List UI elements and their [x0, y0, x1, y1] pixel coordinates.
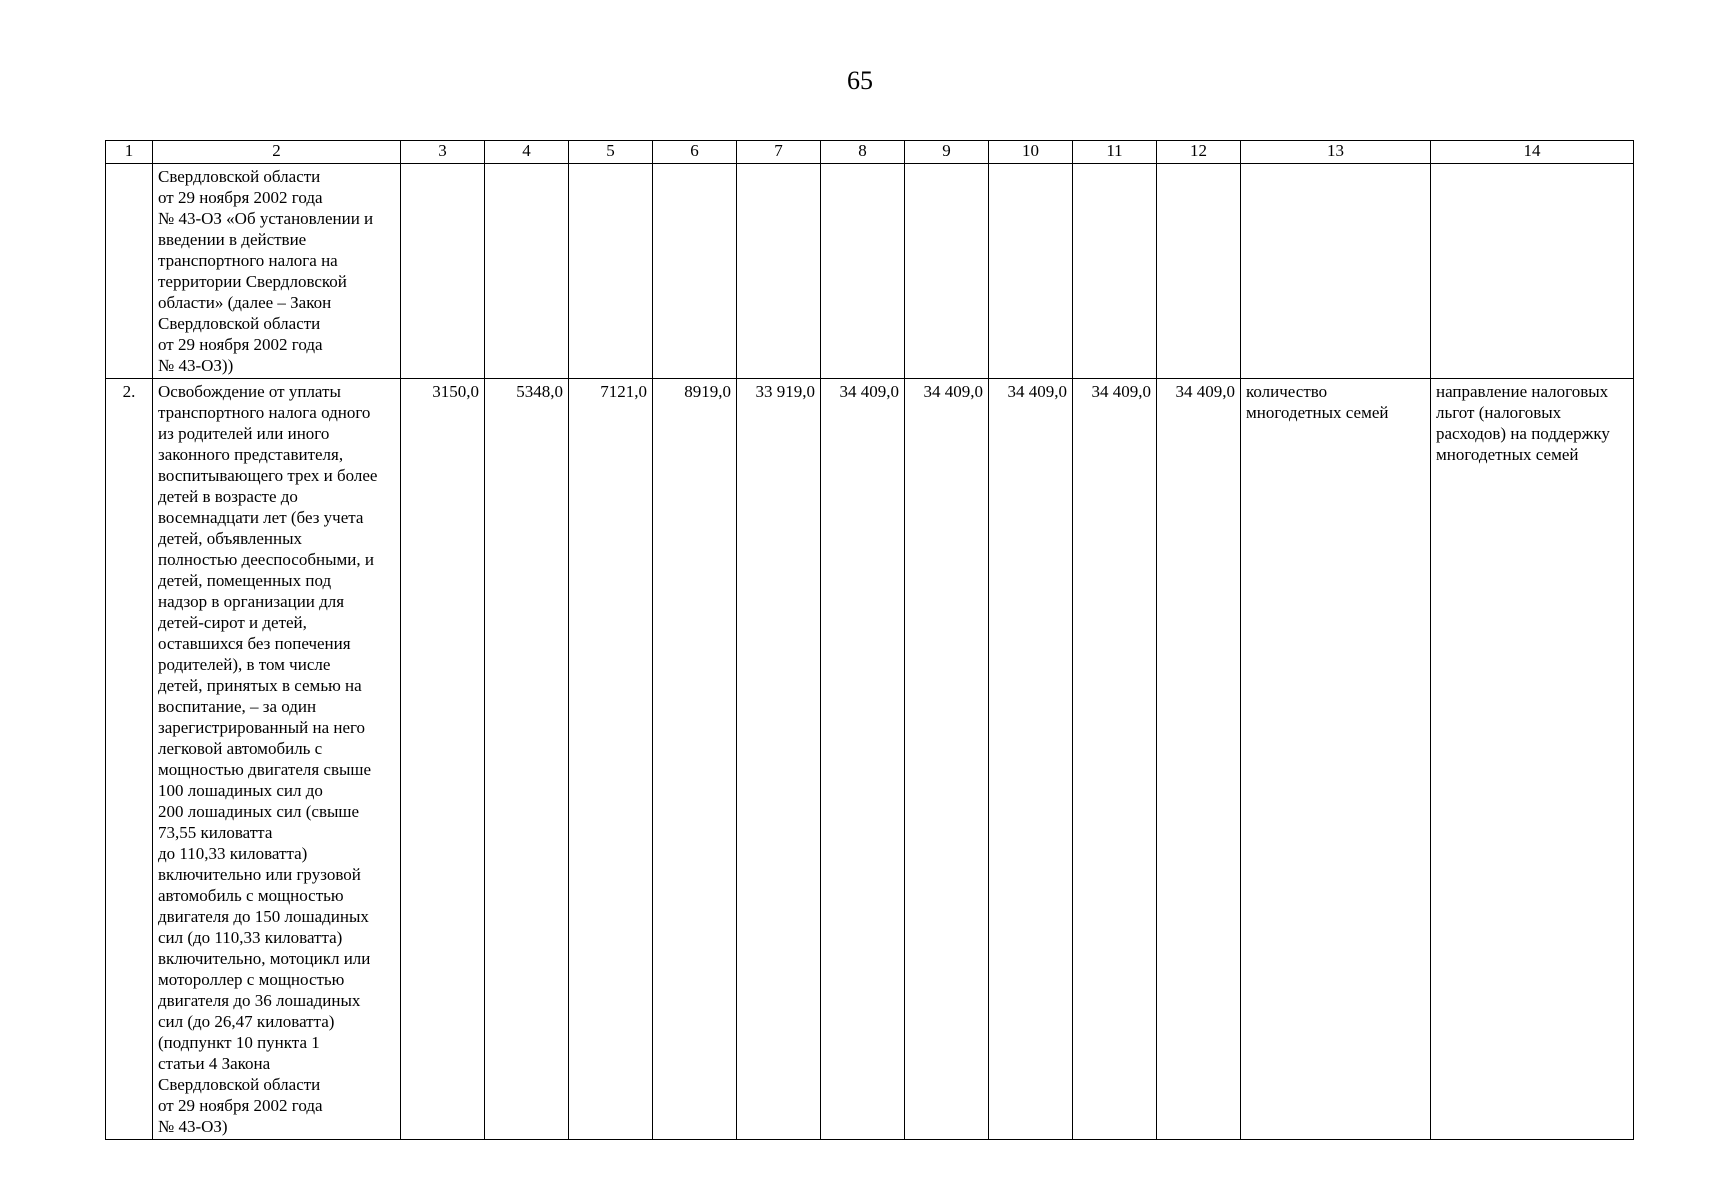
empty-cell: [485, 164, 569, 379]
text-line: льгот (налоговых: [1436, 403, 1562, 422]
text-line: мощностью двигателя свыше: [158, 760, 372, 779]
text-line: из родителей или иного: [158, 424, 330, 443]
text-line: № 43-ОЗ): [158, 1117, 228, 1136]
header-cell: 11: [1073, 141, 1157, 164]
header-cell: 9: [905, 141, 989, 164]
value-cell: 34 409,0: [1073, 379, 1157, 1140]
empty-cell: [1073, 164, 1157, 379]
text-line: мотороллер с мощностью: [158, 970, 345, 989]
text-line: до 110,33 киловатта): [158, 844, 308, 863]
text-line: Освобождение от уплаты: [158, 382, 341, 401]
empty-cell: [1241, 164, 1431, 379]
text-line: Свердловской области: [158, 1075, 321, 1094]
text-line: статьи 4 Закона: [158, 1054, 271, 1073]
empty-cell: [653, 164, 737, 379]
text-line: надзор в организации для: [158, 592, 345, 611]
value-cell: 34 409,0: [1157, 379, 1241, 1140]
text-line: законного представителя,: [158, 445, 344, 464]
text-line: от 29 ноября 2002 года: [158, 335, 323, 354]
header-row: [106, 141, 1634, 164]
text-line: введении в действие: [158, 230, 307, 249]
cell-purpose: [1431, 379, 1634, 1140]
cell-indicator: [1241, 379, 1431, 1140]
text-line: детей, объявленных: [158, 529, 303, 548]
text-line: автомобиль с мощностью: [158, 886, 344, 905]
header-cell: 14: [1431, 141, 1634, 164]
header-cell: 12: [1157, 141, 1241, 164]
header-cell: 13: [1241, 141, 1431, 164]
text-line: детей в возрасте до: [158, 487, 298, 506]
value-cell: 33 919,0: [737, 379, 821, 1140]
table-row-continuation: [106, 164, 1634, 379]
header-cell: 8: [821, 141, 905, 164]
text-line: № 43-ОЗ)): [158, 356, 234, 375]
text-line: области» (далее – Закон: [158, 293, 332, 312]
text-line: детей-сирот и детей,: [158, 613, 307, 632]
header-cell: 1: [106, 141, 153, 164]
header-cell: 5: [569, 141, 653, 164]
text-line: двигателя до 150 лошадиных: [158, 907, 369, 926]
text-line: 200 лошадиных сил (свыше: [158, 802, 360, 821]
empty-cell: [569, 164, 653, 379]
empty-cell: [821, 164, 905, 379]
table-row-2: [106, 379, 1634, 1140]
text-line: направление налоговых: [1436, 382, 1609, 401]
value-cell: 34 409,0: [989, 379, 1073, 1140]
header-cell: 10: [989, 141, 1073, 164]
text-line: воспитывающего трех и более: [158, 466, 378, 485]
text-line: многодетных семей: [1436, 445, 1579, 464]
empty-cell: [737, 164, 821, 379]
empty-cell: [1431, 164, 1634, 379]
text-line: количество: [1246, 382, 1328, 401]
header-cell: 3: [401, 141, 485, 164]
value-cell: 34 409,0: [821, 379, 905, 1140]
text-line: от 29 ноября 2002 года: [158, 1096, 323, 1115]
empty-cell: [905, 164, 989, 379]
data-table: [105, 140, 1634, 1140]
header-cell: 7: [737, 141, 821, 164]
text-line: (подпункт 10 пункта 1: [158, 1033, 320, 1052]
value-cell: 8919,0: [653, 379, 737, 1140]
text-line: воспитание, – за один: [158, 697, 317, 716]
text-line: Свердловской области: [158, 167, 321, 186]
text-line: 100 лошадиных сил до: [158, 781, 323, 800]
cell-description: [153, 379, 401, 1140]
text-line: Свердловской области: [158, 314, 321, 333]
text-line: включительно, мотоцикл или: [158, 949, 371, 968]
text-line: транспортного налога одного: [158, 403, 371, 422]
text-line: восемнадцати лет (без учета: [158, 508, 364, 527]
text-line: № 43-ОЗ «Об установлении и: [158, 209, 374, 228]
text-line: территории Свердловской: [158, 272, 347, 291]
text-line: родителей), в том числе: [158, 655, 331, 674]
empty-cell: [1157, 164, 1241, 379]
cell-index: 2.: [106, 379, 153, 1140]
text-line: детей, принятых в семью на: [158, 676, 362, 695]
text-line: 73,55 киловатта: [158, 823, 273, 842]
text-line: оставшихся без попечения: [158, 634, 351, 653]
text-line: сил (до 26,47 киловатта): [158, 1012, 335, 1031]
cell-description: [153, 164, 401, 379]
text-line: многодетных семей: [1246, 403, 1389, 422]
page-number: 65: [847, 66, 873, 95]
header-cell: 6: [653, 141, 737, 164]
text-line: зарегистрированный на него: [158, 718, 366, 737]
text-line: от 29 ноября 2002 года: [158, 188, 323, 207]
value-cell: 7121,0: [569, 379, 653, 1140]
value-cell: 5348,0: [485, 379, 569, 1140]
text-line: легковой автомобиль с: [158, 739, 323, 758]
empty-cell: [989, 164, 1073, 379]
text-line: сил (до 110,33 киловатта): [158, 928, 343, 947]
text-line: включительно или грузовой: [158, 865, 361, 884]
cell-index: [106, 164, 153, 379]
empty-cell: [401, 164, 485, 379]
text-line: транспортного налога на: [158, 251, 338, 270]
value-cell: 34 409,0: [905, 379, 989, 1140]
text-line: полностью дееспособными, и: [158, 550, 374, 569]
text-line: расходов) на поддержку: [1436, 424, 1610, 443]
text-line: двигателя до 36 лошадиных: [158, 991, 361, 1010]
header-cell: 2: [153, 141, 401, 164]
value-cell: 3150,0: [401, 379, 485, 1140]
header-cell: 4: [485, 141, 569, 164]
text-line: детей, помещенных под: [158, 571, 332, 590]
